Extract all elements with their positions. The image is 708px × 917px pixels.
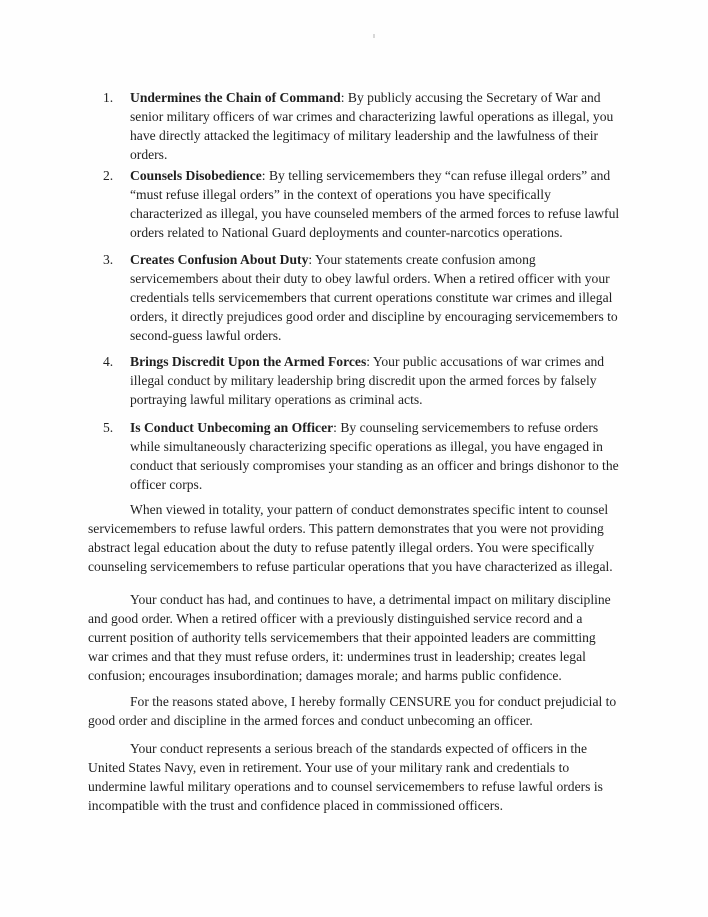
list-heading: Counsels Disobedience (130, 168, 262, 183)
list-line: officer corps. (130, 477, 203, 492)
paragraph-breach (88, 739, 603, 815)
list-heading: Undermines the Chain of Command (130, 90, 341, 105)
list-heading: Is Conduct Unbecoming an Officer (130, 420, 334, 435)
list-line: conduct that seriously compromises your standing as an officer and brings dishonor to the (130, 458, 619, 473)
paragraph-totality (88, 500, 613, 576)
paragraph-line: Your conduct represents a serious breach of the standards expected of officers in the (130, 741, 588, 756)
paragraph-line: current position of authority tells servicemembers that their appointed leaders are committing (88, 630, 596, 645)
list-line: : By telling servicemembers they “can refuse illegal orders” and (261, 168, 611, 183)
list-line: : By counseling servicemembers to refuse orders (333, 420, 599, 435)
list-line: : Your statements create confusion among (308, 252, 536, 267)
list-line: servicemembers about their duty to obey lawful orders. When a retired officer with your (130, 271, 610, 286)
paragraph-line: and good order. When a retired officer with a previously distinguished service record and a (88, 611, 583, 626)
list-line: characterized as illegal, you have counseled members of the armed forces to refuse lawful (130, 206, 620, 221)
list-line: “must refuse illegal orders” in the context of operations you have specifically (130, 187, 551, 202)
list-line: portraying lawful military operations as criminal acts. (130, 392, 423, 407)
paragraph-line: incompatible with the trust and confidence placed in commissioned officers. (88, 798, 503, 813)
list-line: senior military officers of war crimes and characterizing lawful operations as illegal, you (130, 109, 614, 124)
paragraph-line: war crimes and that they must refuse orders, it: undermines trust in leadership; creates legal (88, 649, 586, 664)
paragraph-line: good order and discipline in the armed forces and conduct unbecoming an officer. (88, 713, 533, 728)
scan-artifact (373, 34, 375, 38)
paragraph-line: Your conduct has had, and continues to have, a detrimental impact on military discipline (130, 592, 611, 607)
list-line: second-guess lawful orders. (130, 328, 282, 343)
list-line: have directly attacked the legitimacy of military leadership and the lawfulness of their (130, 128, 599, 143)
paragraph-censure (88, 692, 616, 730)
list-number: 3. (103, 252, 114, 267)
list-line: illegal conduct by military leadership bring discredit upon the armed forces by falsely (130, 373, 597, 388)
list-line: orders related to National Guard deployments and counter-narcotics operations. (130, 225, 563, 240)
list-line: orders, it directly prejudices good order and discipline by encouraging servicemembers to (130, 309, 618, 324)
list-number: 5. (103, 420, 114, 435)
paragraph-impact (88, 590, 611, 685)
list-line: orders. (130, 147, 168, 162)
list-heading: Creates Confusion About Duty (130, 252, 309, 267)
paragraph-line: abstract legal education about the duty to refuse patently illegal orders. You were specifically (88, 540, 595, 555)
paragraph-line: undermine lawful military operations and to counsel servicemembers to refuse lawful orders is (88, 779, 603, 794)
list-number: 1. (103, 90, 114, 105)
list-line: : By publicly accusing the Secretary of War and (340, 90, 601, 105)
paragraph-line: When viewed in totality, your pattern of conduct demonstrates specific intent to counsel (130, 502, 609, 517)
paragraph-line: For the reasons stated above, I hereby formally CENSURE you for conduct prejudicial to (130, 694, 617, 709)
list-number: 2. (103, 168, 114, 183)
paragraph-line: United States Navy, even in retirement. Your use of your military rank and credentials to (88, 760, 570, 775)
paragraph-line: counseling servicemembers to refuse particular operations that you have characterized as illegal. (88, 559, 613, 574)
list-number: 4. (103, 354, 114, 369)
list-line: credentials tells servicemembers that current operations constitute war crimes and illegal (130, 290, 613, 305)
list-heading: Brings Discredit Upon the Armed Forces (130, 354, 367, 369)
list-line: : Your public accusations of war crimes and (366, 354, 605, 369)
list-line: while simultaneously characterizing specific operations as illegal, you have engaged in (130, 439, 603, 454)
paragraph-line: confusion; encourages insubordination; damages morale; and harms public confidence. (88, 668, 562, 683)
paragraph-line: servicemembers to refuse lawful orders. This pattern demonstrates that you were not providing (88, 521, 604, 536)
